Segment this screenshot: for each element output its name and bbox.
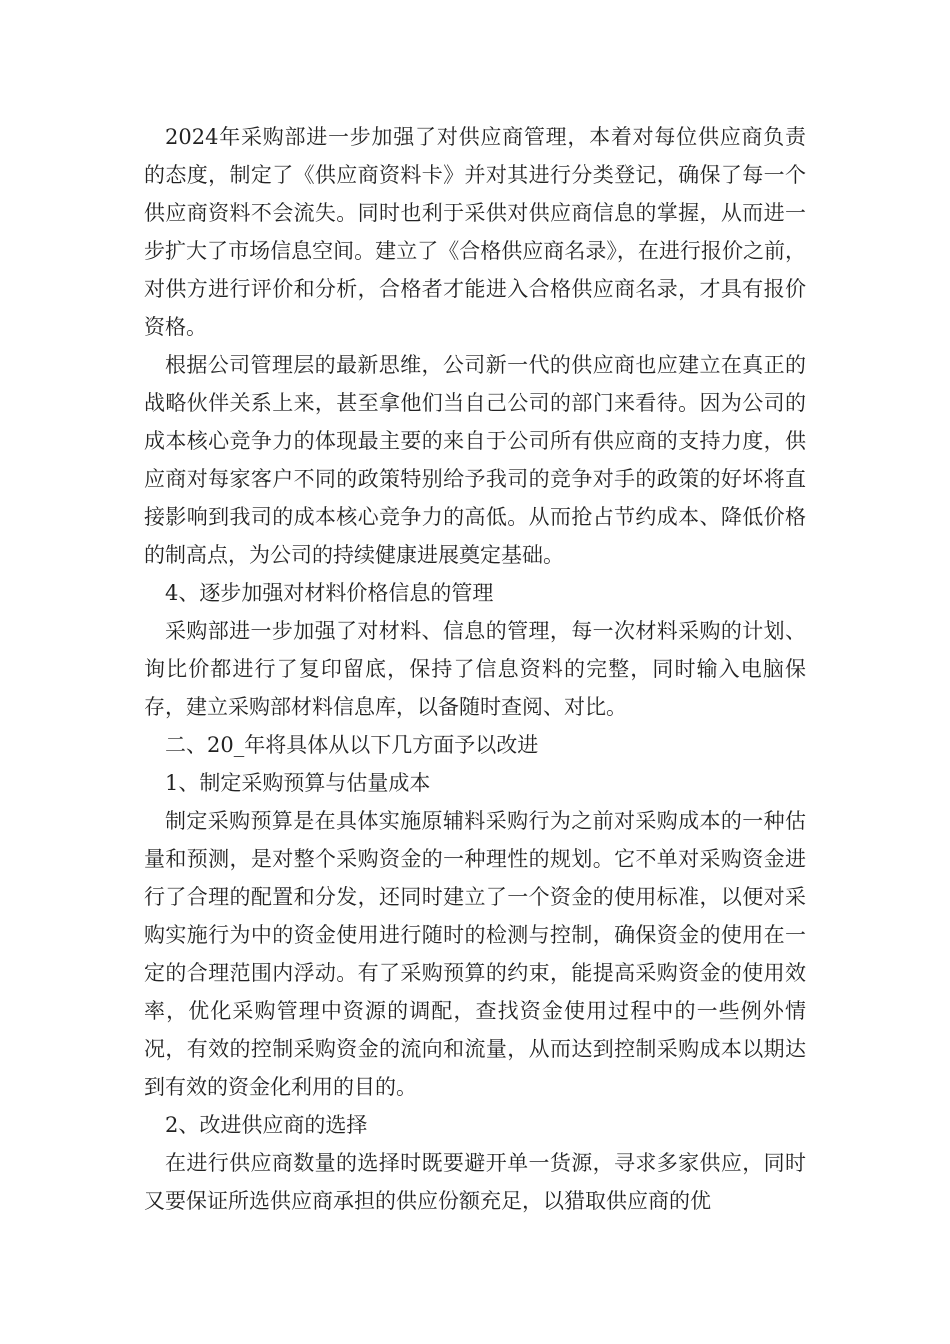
paragraph-material-information: 采购部进一步加强了对材料、信息的管理，每一次材料采购的计划、询比价都进行了复印留底，保持了信息资料的完整，同时输入电脑保存，建立采购部材料信息库，以备随时查阅、对比。	[144, 619, 806, 719]
document-body	[144, 118, 806, 1220]
heading-supplier-selection: 2、改进供应商的选择	[165, 1113, 368, 1137]
heading-price-information: 4、逐步加强对材料价格信息的管理	[165, 581, 494, 605]
paragraph-supplier-management: 2024年采购部进一步加强了对供应商管理，本着对每位供应商负责的态度，制定了《供应商资料卡》并对其进行分类登记，确保了每一个供应商资料不会流失。同时也利于采供对供应商信息的掌握，从而进一步扩大了市场信息空间。建立了《合格供应商名录》，在进行报价之前，对供方进行评价和分析，合格者才能进入合格供应商名录，才具有报价资格。	[144, 125, 806, 339]
section-heading-improvements: 二、20_年将具体从以下几方面予以改进	[165, 733, 539, 757]
paragraph-strategic-partnership: 根据公司管理层的最新思维，公司新一代的供应商也应建立在真正的战略伙伴关系上来，甚至拿他们当自己公司的部门来看待。因为公司的成本核心竞争力的体现最主要的来自于公司所有供应商的支持力度，供应商对每家客户不同的政策特别给予我司的竞争对手的政策的好坏将直接影响到我司的成本核心竞争力的高低。从而抢占节约成本、降低价格的制高点，为公司的持续健康进展奠定基础。	[144, 353, 806, 567]
paragraph-supplier-selection: 在进行供应商数量的选择时既要避开单一货源，寻求多家供应，同时又要保证所选供应商承担的供应份额充足，以猎取供应商的优	[144, 1151, 806, 1213]
paragraph-procurement-budget: 制定采购预算是在具体实施原辅料采购行为之前对采购成本的一种估量和预测，是对整个采购资金的一种理性的规划。它不单对采购资金进行了合理的配置和分发，还同时建立了一个资金的使用标准，以便对采购实施行为中的资金使用进行随时的检测与控制，确保资金的使用在一定的合理范围内浮动。有了采购预算的约束，能提高采购资金的使用效率，优化采购管理中资源的调配，查找资金使用过程中的一些例外情况，有效的控制采购资金的流向和流量，从而达到控制采购成本以期达到有效的资金化利用的目的。	[144, 809, 806, 1099]
heading-procurement-budget: 1、制定采购预算与估量成本	[165, 771, 431, 795]
